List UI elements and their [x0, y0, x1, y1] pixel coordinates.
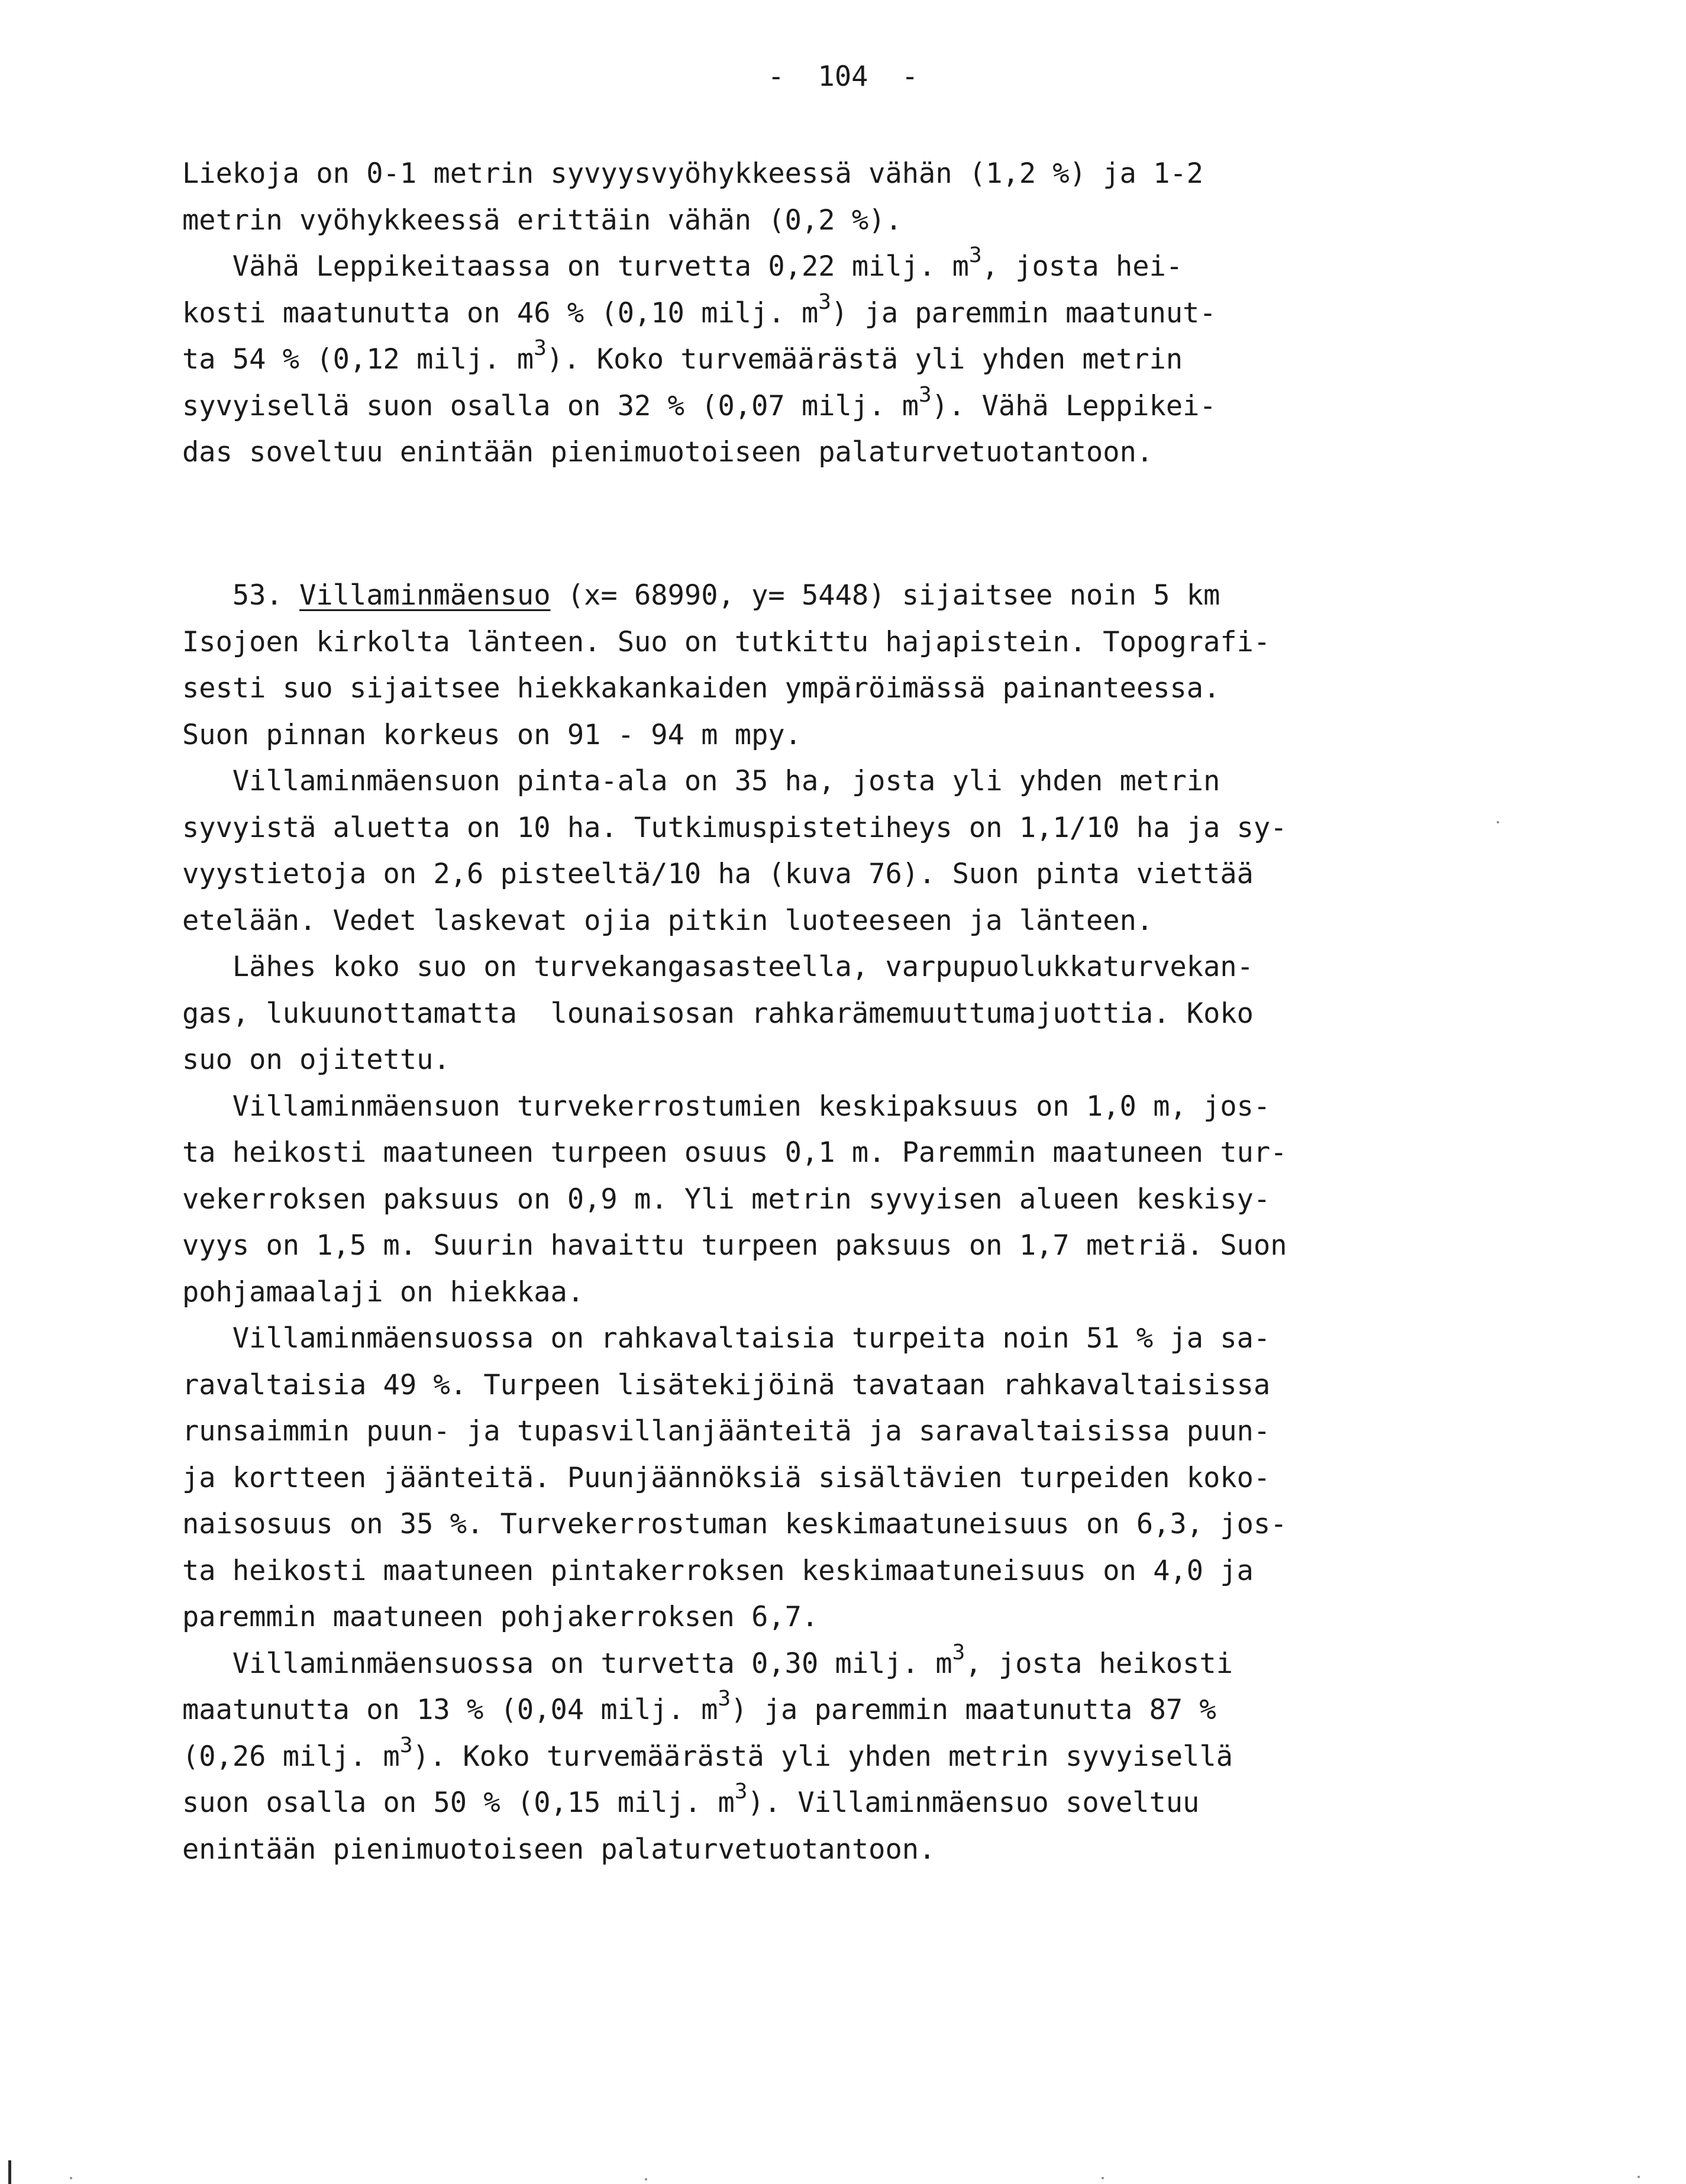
text-line: sesti suo sijaitsee hiekkakankaiden ympäröimässä painanteessa. — [182, 672, 1220, 705]
text-line: Villaminmäensuon pinta-ala on 35 ha, josta yli yhden metrin — [182, 765, 1220, 797]
scan-speck — [1102, 2177, 1104, 2179]
text-line: etelään. Vedet laskevat ojia pitkin luoteeseen ja länteen. — [182, 904, 1154, 937]
text-line: syvyistä aluetta on 10 ha. Tutkimuspistetiheys on 1,1/10 ha ja sy- — [182, 811, 1287, 844]
superscript: 3 — [952, 1640, 965, 1665]
text-line: runsaimmin puun- ja tupasvillanjäänteitä ja saravaltaisissa puun- — [182, 1415, 1271, 1448]
text-line: Villaminmäensuossa on turvetta 0,30 milj. $m^3$, josta heikosti — [182, 1640, 1233, 1680]
text-line: (0,26 milj. $m^3$). Koko turvemäärästä yli yhden metrin syvyisellä — [182, 1733, 1233, 1773]
text-line: vekerroksen paksuus on 0,9 m. Yli metrin syvyisen alueen keskisy- — [182, 1183, 1271, 1216]
text-line: Suon pinnan korkeus on 91 - 94 m mpy. — [182, 718, 802, 751]
text-line: Liekoja on 0-1 metrin syvyysvyöhykkeessä vähän (1,2 %) ja 1-2 — [182, 157, 1204, 190]
text-line: paremmin maatuneen pohjakerroksen 6,7. — [182, 1601, 819, 1633]
text-line: naisosuus on 35 %. Turvekerrostuman keskimaatuneisuus on 6,3, jos- — [182, 1508, 1287, 1540]
text-line: vyys on 1,5 m. Suurin havaittu turpeen paksuus on 1,7 metriä. Suon — [182, 1229, 1287, 1262]
text-line: ja kortteen jäänteitä. Puunjäännöksiä sisältävien turpeiden koko- — [182, 1461, 1271, 1494]
scan-speck — [645, 2178, 647, 2180]
superscript: 3 — [968, 243, 982, 268]
superscript: 3 — [718, 1687, 731, 1711]
page-number: - 104 - — [767, 60, 919, 93]
text-line: ta heikosti maatuneen pintakerroksen keskimaatuneisuus on 4,0 ja — [182, 1554, 1254, 1587]
text-line: metrin vyöhykkeessä erittäin vähän (0,2 %). — [182, 203, 902, 237]
text-line: ta heikosti maatuneen turpeen osuus 0,1 m. Paremmin maatuneen tur- — [182, 1136, 1287, 1169]
text-line: Villaminmäensuossa on rahkavaltaisia turpeita noin 51 % ja sa- — [182, 1322, 1271, 1355]
text-line: kosti maatunutta on 46 % (0,10 milj. $m^3$) ja paremmin maatunut- — [182, 289, 1216, 329]
text-line: pohjamaalaji on hiekkaa. — [182, 1275, 584, 1309]
text-line: syvyisellä suon osalla on 32 % (0,07 milj. $m^3$). Vähä Leppikei- — [182, 382, 1216, 422]
section-title: Villaminmäensuo — [299, 579, 551, 612]
text-line: Villaminmäensuon turvekerrostumien keskipaksuus on 1,0 m, jos- — [182, 1090, 1271, 1123]
superscript: 3 — [399, 1733, 413, 1757]
superscript: 3 — [734, 1779, 748, 1804]
text-line: Isojoen kirkolta länteen. Suo on tutkittu hajapistein. Topografi- — [182, 625, 1271, 658]
section-number: 53. — [182, 579, 283, 612]
text-line: ta 54 % (0,12 milj. $m^3$). Koko turvemäärästä yli yhden metrin — [182, 336, 1183, 376]
text-line: Vähä Leppikeitaassa on turvetta 0,22 milj. $m^3$, josta hei- — [182, 243, 1183, 283]
text-line: maatunutta on 13 % (0,04 milj. $m^3$) ja paremmin maatunutta 87 % — [182, 1687, 1216, 1726]
text-line: ravaltaisia 49 %. Turpeen lisätekijöinä tavataan rahkavaltaisissa — [182, 1368, 1271, 1401]
text-line: das soveltuu enintään pienimuotoiseen palaturvetuotantoon. — [182, 436, 1154, 469]
scan-speck — [1637, 2176, 1640, 2178]
text-line: gas, lukuunottamatta lounaisosan rahkarämemuuttumajuottia. Koko — [182, 997, 1254, 1030]
superscript: 3 — [919, 382, 932, 407]
superscript: 3 — [818, 289, 831, 314]
text-line: suo on ojitettu. — [182, 1043, 450, 1076]
vaha-leppikeidas-text — [182, 151, 1543, 476]
text-line: suon osalla on 50 % (0,15 milj. $m^3$). Villaminmäensuo soveltuu — [182, 1779, 1200, 1819]
text-line: enintään pienimuotoiseen palaturvetuotantoon. — [182, 1833, 936, 1866]
text-line: Lähes koko suo on turvekangasasteella, varpupuolukkaturvekan- — [182, 951, 1254, 983]
superscript: 3 — [534, 336, 547, 361]
scan-speck — [70, 2177, 72, 2179]
section-heading-line: 53. Villaminmäensuo (x= 68990, y= 5448) sijaitsee noin 5 km — [182, 579, 1220, 612]
section-53-villaminmaensuo — [182, 573, 1543, 1873]
text-line: vyystietoja on 2,6 pisteeltä/10 ha (kuva 76). Suon pinta viettää — [182, 858, 1254, 890]
scan-margin-mark — [8, 2160, 11, 2184]
scan-speck — [1497, 821, 1499, 823]
